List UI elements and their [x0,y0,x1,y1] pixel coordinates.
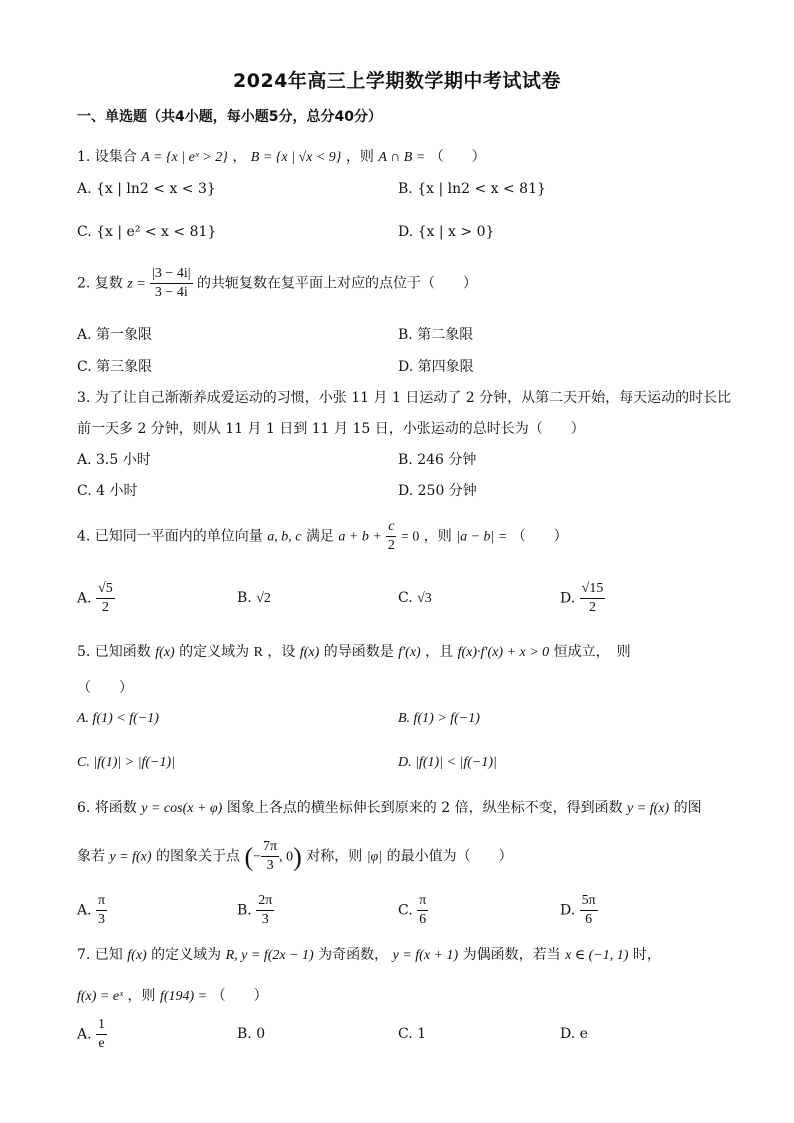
q4-vectors: a, b, c [267,529,302,545]
q1-text-a: 1. 设集合 [77,149,137,165]
q6-option-d [560,892,598,929]
q6-point-num: 7π [261,838,279,857]
q6-text-a: 6. 将函数 [77,800,137,816]
q7-option-b: B. 0 [237,1026,266,1042]
q6-option-b-num: 2π [256,892,274,911]
q6-option-a-label: A. [77,902,92,919]
q7-text-f: ，则 [127,988,156,1004]
q4-option-c-value: √3 [417,591,432,606]
q5-option-b: B. f(1) > f(−1) [398,711,480,726]
q1-option-d: D. {x | x > 0} [398,224,495,240]
q4-option-d-fraction [580,580,606,617]
q4-option-a-label: A. [77,590,92,607]
q6-option-d-num: 5π [580,892,598,911]
q5-text-d: 的导函数是 [323,644,394,660]
q7-option-a-den: e [98,1036,105,1051]
q7-text-a: 7. 已知 [77,947,123,963]
q6-function-2: y = f(x) [627,801,670,816]
q7-option-d: D. e [560,1026,588,1042]
q7-text-c: 为奇函数， [318,947,389,963]
section-heading: 一、单选题（共4小题，每小题5分，总分40分） [77,109,382,125]
q4-equation-b: = 0 [400,529,420,545]
q4-answer-blank: （ ） [511,528,568,545]
q2-option-c: C. 第三象限 [77,359,153,375]
q5-fx-2: f(x) [299,645,320,660]
q4-option-a-num: √5 [96,580,115,599]
q7-text-d: 为偶函数，若当 [462,947,561,963]
q7-option-a [77,1016,107,1053]
q2-z: z = [127,276,146,292]
q6-option-c [398,892,428,929]
q4-option-d-num: √15 [580,580,606,599]
question-4-stem [77,518,568,555]
q6-right-paren: ) [293,842,302,872]
q7-option-a-fraction [96,1016,107,1053]
q2-option-b: B. 第二象限 [398,327,474,343]
q6-left-paren: ( [244,842,254,872]
q5-option-d: D. |f(1)| < |f(−1)| [398,755,497,770]
q6-text-e: 的图象关于点 [156,848,240,865]
question-3-line-2: 前一天多 2 分钟，则从 11 月 1 日到 11 月 15 日，小张运动的总时长为（ ） [77,421,585,437]
q6-option-b-den: 3 [261,912,269,927]
q1-set-a: A = {x | eˣ > 2} [141,150,228,165]
q2-text-b: 的共轭复数在复平面上对应的点位于（ ） [196,275,477,292]
q1-comma: ， [232,149,247,165]
q7-domain: x ∈ (−1, 1) [565,948,629,963]
page-title: 2024年高三上学期数学期中考试试卷 [233,70,561,92]
q7-odd-function: R, y = f(2x − 1) [225,948,314,963]
q5-option-c: C. |f(1)| > |f(−1)| [77,755,176,770]
q4-option-c [398,590,432,607]
q6-option-c-label: C. [398,902,413,919]
question-3-line-1: 3. 为了让自己渐渐养成爱运动的习惯，小张 11 月 1 日运动了 2 分钟，从第二天开始，每天运动的时长比 [77,390,732,406]
q3-option-b: B. 246 分钟 [398,452,477,468]
q7-fx-def: f(x) = eˣ [77,989,124,1004]
q2-fraction [150,265,192,302]
question-6-line-2 [77,838,513,875]
q4-option-b-value: √2 [256,591,271,606]
q3-option-c: C. 4 小时 [77,483,138,499]
q6-phi: |φ| [366,849,383,865]
q4-option-d [560,580,605,617]
q5-option-a: A. f(1) < f(−1) [77,711,159,726]
q6-option-a-fraction [96,892,107,929]
q4-abs-expression: |a − b| = [456,529,508,545]
q6-point-den: 3 [266,858,274,873]
q2-option-a: A. 第一象限 [77,327,153,343]
q1-option-a: A. {x | ln2 < x < 3} [77,181,216,197]
q6-option-a-num: π [96,892,107,911]
question-7-line-2 [77,985,268,1005]
q4-option-a-den: 2 [101,600,109,615]
q4-option-b [237,590,271,607]
q5-fx-1: f(x) [155,645,175,660]
q6-option-b [237,892,274,929]
q1-option-b: B. {x | ln2 < x < 81} [398,181,546,197]
q2-text-a: 2. 复数 [77,275,123,292]
q6-function: y = cos(x + φ) [141,801,223,816]
q6-option-c-fraction [417,892,428,929]
q3-option-a: A. 3.5 小时 [77,452,151,468]
question-6-line-1 [77,797,702,817]
q4-text-c: ，则 [423,528,452,545]
q1-text-b: ，则 [345,149,374,165]
q4-numerator: c [386,518,396,537]
q4-option-d-label: D. [560,590,576,607]
q5-r: R [253,645,263,660]
q5-answer-blank: （ ） [77,680,133,696]
q4-option-a-fraction [96,580,115,617]
q6-point-tail: , 0 [279,849,294,865]
q1-option-c: C. {x | e² < x < 81} [77,224,217,240]
q7-answer-blank: （ ） [211,988,268,1004]
q5-text-b: 的定义域为 [179,644,250,660]
q6-option-d-den: 6 [585,912,593,927]
q4-option-a [77,580,115,617]
q7-option-a-label: A. [77,1026,92,1043]
q7-f194: f(194) = [159,989,208,1004]
q4-equation-a: a + b + [338,529,382,545]
q6-minus: − [253,849,262,865]
q7-option-a-num: 1 [96,1016,107,1035]
q6-text-g: 的最小值为（ ） [386,848,513,865]
q6-text-f: 对称，则 [306,848,363,865]
q4-option-c-label: C. [398,590,413,606]
q4-text-b: 满足 [305,528,334,545]
q6-option-a-den: 3 [98,912,106,927]
q5-text-a: 5. 已知函数 [77,644,151,660]
q6-text-b: 图象上各点的横坐标伸长到原来的 2 倍，纵坐标不变，得到函数 [226,800,623,816]
q5-condition: f(x)·f′(x) + x > 0 [457,645,550,660]
q7-text-b: 的定义域为 [151,947,222,963]
q6-point-fraction [261,838,279,875]
q7-fx: f(x) [127,948,147,963]
q6-text-d: 象若 [77,848,105,865]
q4-denominator: 2 [387,538,395,553]
q7-text-e: 时， [632,947,661,963]
q4-option-b-label: B. [237,590,252,606]
q3-option-d: D. 250 分钟 [398,483,477,499]
q6-function-3: y = f(x) [109,849,152,865]
q5-text-e: ，且 [425,644,454,660]
question-7-line-1 [77,944,661,964]
q1-answer-blank: （ ） [429,149,486,165]
q6-option-c-num: π [417,892,428,911]
q2-numerator: |3 − 4i| [150,265,192,284]
q1-set-b: B = {x | √x < 9} [250,150,342,165]
q5-text-f: 恒成立， 则 [553,644,631,660]
q6-option-d-fraction [580,892,598,929]
question-5-stem [77,641,631,661]
q6-option-d-label: D. [560,902,576,919]
q4-text-a: 4. 已知同一平面内的单位向量 [77,528,263,545]
question-2-stem [77,265,477,302]
q2-option-d: D. 第四象限 [398,359,474,375]
q4-option-d-den: 2 [588,600,596,615]
q6-option-c-den: 6 [419,912,427,927]
question-1-stem [77,146,486,166]
q1-expression: A ∩ B = [378,150,426,165]
q2-denominator: 3 − 4i [154,285,188,300]
q6-option-b-fraction [256,892,274,929]
q4-fraction [386,518,396,555]
q7-even-function: y = f(x + 1) [392,948,459,963]
q6-option-a [77,892,107,929]
q6-text-c: 的图 [673,800,702,816]
q5-text-c: ，设 [267,644,296,660]
q7-option-c: C. 1 [398,1026,427,1042]
q6-option-b-label: B. [237,902,252,919]
q5-fprime: f′(x) [398,645,421,660]
